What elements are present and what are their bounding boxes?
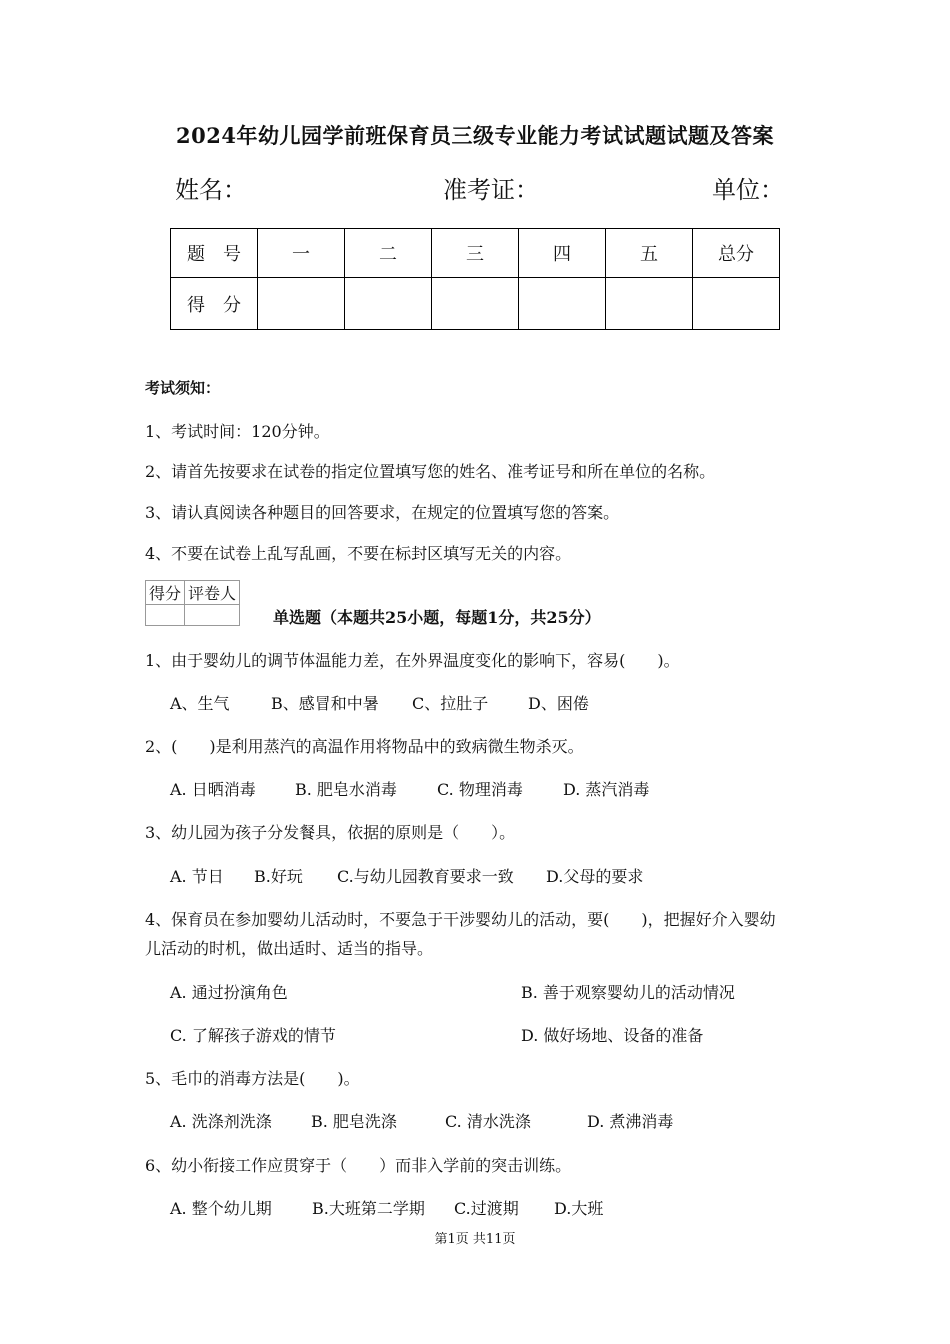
page-footer: 第1页 共11页: [434, 1232, 516, 1247]
option-b[interactable]: B. 善于观察婴幼儿的活动情况: [521, 983, 735, 1002]
question-stem-continued: 儿活动的时机，做出适时、适当的指导。: [145, 939, 434, 958]
score-cell[interactable]: [519, 278, 606, 330]
grader-box: [145, 580, 240, 626]
score-table-header-cell: 四: [519, 229, 606, 278]
option-c[interactable]: C. 清水洗涤: [445, 1112, 531, 1131]
score-cell[interactable]: [432, 278, 519, 330]
option-d[interactable]: D、困倦: [528, 694, 589, 713]
option-b[interactable]: B.好玩: [254, 867, 303, 886]
exam-id-field-label: 准考证：: [443, 176, 539, 204]
score-table-header-cell: 题 号: [171, 229, 258, 278]
notice-item: 2、请首先按要求在试卷的指定位置填写您的姓名、准考证号和所在单位的名称。: [145, 462, 716, 481]
grader-score-label: 得分: [146, 581, 185, 605]
question-stem: 4、保育员在参加婴幼儿活动时，不要急于干涉婴幼儿的活动，要( )，把握好介入婴幼: [145, 910, 776, 929]
score-table-header-cell: 三: [432, 229, 519, 278]
option-a[interactable]: A. 通过扮演角色: [170, 983, 288, 1002]
score-cell[interactable]: [345, 278, 432, 330]
score-cell[interactable]: [693, 278, 780, 330]
option-b[interactable]: B. 肥皂水消毒: [295, 780, 397, 799]
score-table-header-cell: 五: [606, 229, 693, 278]
question-stem: 6、幼小衔接工作应贯穿于（ ）而非入学前的突击训练。: [145, 1156, 572, 1175]
option-d[interactable]: D. 做好场地、设备的准备: [521, 1026, 704, 1045]
score-table-header-row: [171, 229, 780, 278]
notice-item: 4、不要在试卷上乱写乱画，不要在标封区填写无关的内容。: [145, 544, 572, 563]
name-field-label: 姓名：: [175, 176, 247, 204]
option-d[interactable]: D. 蒸汽消毒: [563, 780, 650, 799]
score-table-score-row: [171, 278, 780, 330]
score-table-header-cell: 总分: [693, 229, 780, 278]
score-table: [170, 228, 780, 330]
option-b[interactable]: B. 肥皂洗涤: [311, 1112, 397, 1131]
grader-score-cell[interactable]: [146, 605, 185, 626]
option-d[interactable]: D. 煮沸消毒: [587, 1112, 674, 1131]
option-c[interactable]: C.与幼儿园教育要求一致: [337, 867, 514, 886]
option-a[interactable]: A、生气: [170, 694, 230, 713]
option-b[interactable]: B、感冒和中暑: [271, 694, 379, 713]
document-title: 2024年幼儿园学前班保育员三级专业能力考试试题试题及答案: [176, 123, 774, 148]
option-c[interactable]: C、拉肚子: [412, 694, 489, 713]
question-stem: 1、由于婴幼儿的调节体温能力差，在外界温度变化的影响下，容易( )。: [145, 651, 680, 670]
question-stem: 3、幼儿园为孩子分发餐具，依据的原则是（ ）。: [145, 823, 516, 842]
notice-heading: 考试须知：: [145, 379, 221, 397]
score-table-header-cell: 一: [258, 229, 345, 278]
score-table-row-label: 得 分: [171, 278, 258, 330]
score-cell[interactable]: [606, 278, 693, 330]
option-b[interactable]: B.大班第二学期: [312, 1199, 425, 1218]
option-a[interactable]: A. 洗涤剂洗涤: [170, 1112, 272, 1131]
option-a[interactable]: A. 日晒消毒: [170, 780, 256, 799]
score-table-header-cell: 二: [345, 229, 432, 278]
score-cell[interactable]: [258, 278, 345, 330]
notice-item: 1、考试时间：120分钟。: [145, 422, 330, 441]
section-title: 单选题（本题共25小题，每题1分，共25分）: [273, 608, 601, 627]
option-a[interactable]: A. 节日: [170, 867, 224, 886]
question-stem: 5、毛巾的消毒方法是( )。: [145, 1069, 360, 1088]
unit-field-label: 单位：: [712, 176, 784, 204]
option-d[interactable]: D.父母的要求: [546, 867, 644, 886]
option-a[interactable]: A. 整个幼儿期: [170, 1199, 272, 1218]
option-c[interactable]: C.过渡期: [454, 1199, 519, 1218]
question-stem: 2、( )是利用蒸汽的高温作用将物品中的致病微生物杀灭。: [145, 737, 584, 756]
option-c[interactable]: C. 物理消毒: [437, 780, 523, 799]
option-d[interactable]: D.大班: [554, 1199, 604, 1218]
option-c[interactable]: C. 了解孩子游戏的情节: [170, 1026, 336, 1045]
grader-reviewer-label: 评卷人: [185, 581, 240, 605]
grader-reviewer-cell[interactable]: [185, 605, 240, 626]
notice-item: 3、请认真阅读各种题目的回答要求，在规定的位置填写您的答案。: [145, 503, 620, 522]
